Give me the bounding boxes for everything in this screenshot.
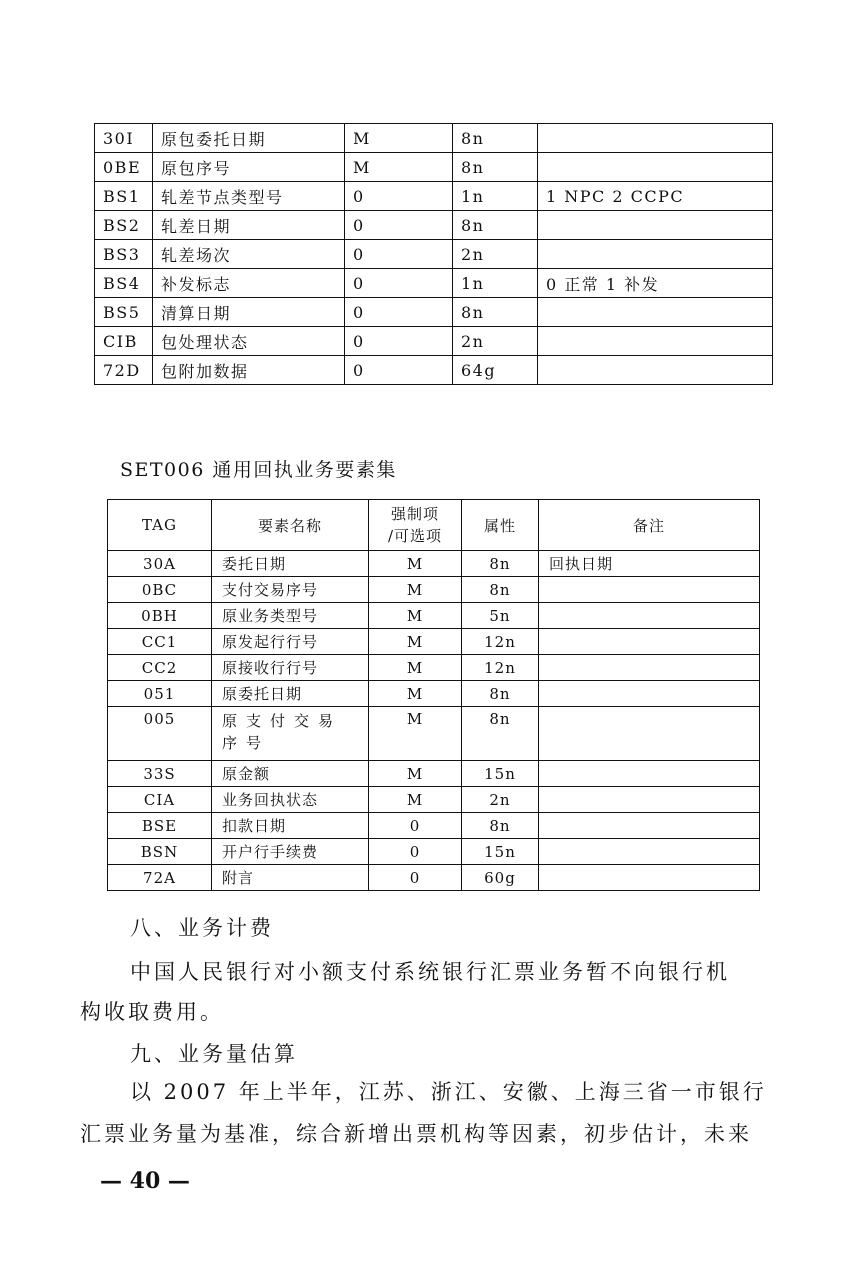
- header-element-name: 要素名称: [212, 500, 369, 551]
- cell-note: [539, 839, 760, 865]
- header-note: 备注: [539, 500, 760, 551]
- cell-tag: BS2: [95, 211, 153, 240]
- cell-attribute: 15n: [462, 761, 539, 787]
- cell-tag: 72D: [95, 356, 153, 385]
- cell-mandatory: 0: [345, 298, 453, 327]
- cell-attribute: 60g: [462, 865, 539, 891]
- cell-tag: 33S: [108, 761, 212, 787]
- cell-tag: 0BE: [95, 153, 153, 182]
- table-row: [95, 182, 773, 211]
- cell-element-name: 原支付交易序号: [212, 707, 369, 761]
- cell-attribute: 5n: [462, 603, 539, 629]
- section9-line1: 以 2007 年上半年，江苏、浙江、安徽、上海三省一市银行: [130, 1080, 767, 1104]
- page-number: — 40 —: [100, 1168, 190, 1194]
- header-mandatory: [369, 500, 462, 551]
- table-set006-elements: [107, 499, 760, 891]
- cell-mandatory: 0: [369, 813, 462, 839]
- cell-tag: BS4: [95, 269, 153, 298]
- section8-line2: 构收取费用。: [80, 1000, 224, 1024]
- cell-note: [539, 577, 760, 603]
- table-row: [95, 298, 773, 327]
- table-row: [95, 240, 773, 269]
- table-row: [95, 153, 773, 182]
- cell-tag: BS1: [95, 182, 153, 211]
- table-row: [95, 211, 773, 240]
- cell-mandatory: M: [369, 787, 462, 813]
- cell-mandatory: 0: [345, 211, 453, 240]
- section8-line1: 中国人民银行对小额支付系统银行汇票业务暂不向银行机: [130, 960, 730, 984]
- cell-element-name: 业务回执状态: [212, 787, 369, 813]
- cell-tag: 72A: [108, 865, 212, 891]
- cell-element-name: 轧差节点类型号: [153, 182, 345, 211]
- cell-note: [538, 298, 773, 327]
- cell-note: [538, 240, 773, 269]
- cell-element-name: 包处理状态: [153, 327, 345, 356]
- cell-element-name: 清算日期: [153, 298, 345, 327]
- cell-element-name: 原业务类型号: [212, 603, 369, 629]
- cell-mandatory: 0: [345, 240, 453, 269]
- cell-mandatory: 0: [345, 182, 453, 211]
- cell-attribute: 2n: [453, 327, 538, 356]
- cell-tag: CC1: [108, 629, 212, 655]
- cell-attribute: 8n: [462, 577, 539, 603]
- cell-tag: BSN: [108, 839, 212, 865]
- table-row: [108, 707, 760, 761]
- cell-mandatory: 0: [369, 865, 462, 891]
- section9-heading: 九、业务量估算: [130, 1042, 298, 1066]
- table-row: [108, 629, 760, 655]
- cell-tag: CIB: [95, 327, 153, 356]
- cell-tag: CIA: [108, 787, 212, 813]
- cell-note: 回执日期: [539, 551, 760, 577]
- cell-element-name: 补发标志: [153, 269, 345, 298]
- cell-attribute: 8n: [453, 153, 538, 182]
- cell-tag: BS3: [95, 240, 153, 269]
- cell-attribute: 8n: [453, 211, 538, 240]
- cell-mandatory: M: [369, 681, 462, 707]
- cell-mandatory: M: [345, 153, 453, 182]
- cell-note: [538, 356, 773, 385]
- cell-note: [538, 153, 773, 182]
- cell-attribute: 8n: [462, 681, 539, 707]
- section9-line2: 汇票业务量为基准，综合新增出票机构等因素，初步估计，未来: [80, 1122, 752, 1146]
- cell-attribute: 1n: [453, 182, 538, 211]
- cell-element-name: 支付交易序号: [212, 577, 369, 603]
- cell-mandatory: M: [369, 577, 462, 603]
- table-row: [108, 655, 760, 681]
- cell-note: [538, 211, 773, 240]
- table-row: [95, 269, 773, 298]
- cell-note: [539, 629, 760, 655]
- cell-attribute: 8n: [462, 707, 539, 761]
- cell-element-name: 轧差日期: [153, 211, 345, 240]
- cell-element-name: 开户行手续费: [212, 839, 369, 865]
- cell-element-name: 包附加数据: [153, 356, 345, 385]
- cell-tag: 0BC: [108, 577, 212, 603]
- cell-tag: BS5: [95, 298, 153, 327]
- cell-tag: 30A: [108, 551, 212, 577]
- cell-attribute: 12n: [462, 629, 539, 655]
- table-row: [108, 603, 760, 629]
- table-row: [95, 124, 773, 153]
- cell-tag: 051: [108, 681, 212, 707]
- cell-element-name: 原委托日期: [212, 681, 369, 707]
- cell-note: 0 正常 1 补发: [538, 269, 773, 298]
- table-row: [108, 551, 760, 577]
- cell-attribute: 64g: [453, 356, 538, 385]
- cell-note: [539, 681, 760, 707]
- table-row: [108, 813, 760, 839]
- cell-note: [538, 327, 773, 356]
- table-row: [108, 865, 760, 891]
- cell-note: [539, 603, 760, 629]
- cell-note: [539, 813, 760, 839]
- cell-note: [539, 707, 760, 761]
- header-mandatory-line1: 强制项: [390, 505, 439, 523]
- cell-attribute: 8n: [453, 298, 538, 327]
- cell-tag: 30I: [95, 124, 153, 153]
- table-row: [108, 681, 760, 707]
- cell-note: 1 NPC 2 CCPC: [538, 182, 773, 211]
- cell-attribute: 8n: [462, 813, 539, 839]
- cell-attribute: 2n: [462, 787, 539, 813]
- cell-element-name: 原包委托日期: [153, 124, 345, 153]
- cell-mandatory: 0: [369, 839, 462, 865]
- table-row: [108, 787, 760, 813]
- header-mandatory-line2: /可选项: [387, 527, 443, 545]
- cell-element-name: 轧差场次: [153, 240, 345, 269]
- cell-mandatory: 0: [345, 356, 453, 385]
- cell-attribute: 8n: [462, 551, 539, 577]
- cell-element-name: 原包序号: [153, 153, 345, 182]
- cell-mandatory: M: [369, 629, 462, 655]
- cell-mandatory: M: [369, 707, 462, 761]
- cell-tag: 005: [108, 707, 212, 761]
- cell-mandatory: M: [369, 603, 462, 629]
- cell-element-name: 扣款日期: [212, 813, 369, 839]
- cell-mandatory: M: [345, 124, 453, 153]
- cell-tag: BSE: [108, 813, 212, 839]
- cell-note: [538, 124, 773, 153]
- table-header-row: [108, 500, 760, 551]
- cell-mandatory: M: [369, 761, 462, 787]
- cell-element-name: 委托日期: [212, 551, 369, 577]
- cell-attribute: 2n: [453, 240, 538, 269]
- cell-attribute: 1n: [453, 269, 538, 298]
- table-row: [95, 327, 773, 356]
- table-row: [108, 839, 760, 865]
- table-package-elements: [94, 123, 773, 385]
- cell-attribute: 15n: [462, 839, 539, 865]
- table-row: [108, 577, 760, 603]
- cell-mandatory: M: [369, 551, 462, 577]
- cell-element-name: 附言: [212, 865, 369, 891]
- cell-attribute: 12n: [462, 655, 539, 681]
- cell-element-name: 原金额: [212, 761, 369, 787]
- cell-mandatory: 0: [345, 327, 453, 356]
- cell-tag: CC2: [108, 655, 212, 681]
- cell-element-name: 原接收行行号: [212, 655, 369, 681]
- header-tag: TAG: [108, 500, 212, 551]
- cell-note: [539, 787, 760, 813]
- cell-tag: 0BH: [108, 603, 212, 629]
- section8-heading: 八、业务计费: [130, 916, 274, 940]
- cell-note: [539, 865, 760, 891]
- cell-mandatory: 0: [345, 269, 453, 298]
- cell-note: [539, 655, 760, 681]
- table-row: [108, 761, 760, 787]
- cell-mandatory: M: [369, 655, 462, 681]
- cell-element-name: 原发起行行号: [212, 629, 369, 655]
- cell-note: [539, 761, 760, 787]
- cell-attribute: 8n: [453, 124, 538, 153]
- table-row: [95, 356, 773, 385]
- header-attribute: 属性: [462, 500, 539, 551]
- section-title-set006: SET006 通用回执业务要素集: [120, 459, 397, 481]
